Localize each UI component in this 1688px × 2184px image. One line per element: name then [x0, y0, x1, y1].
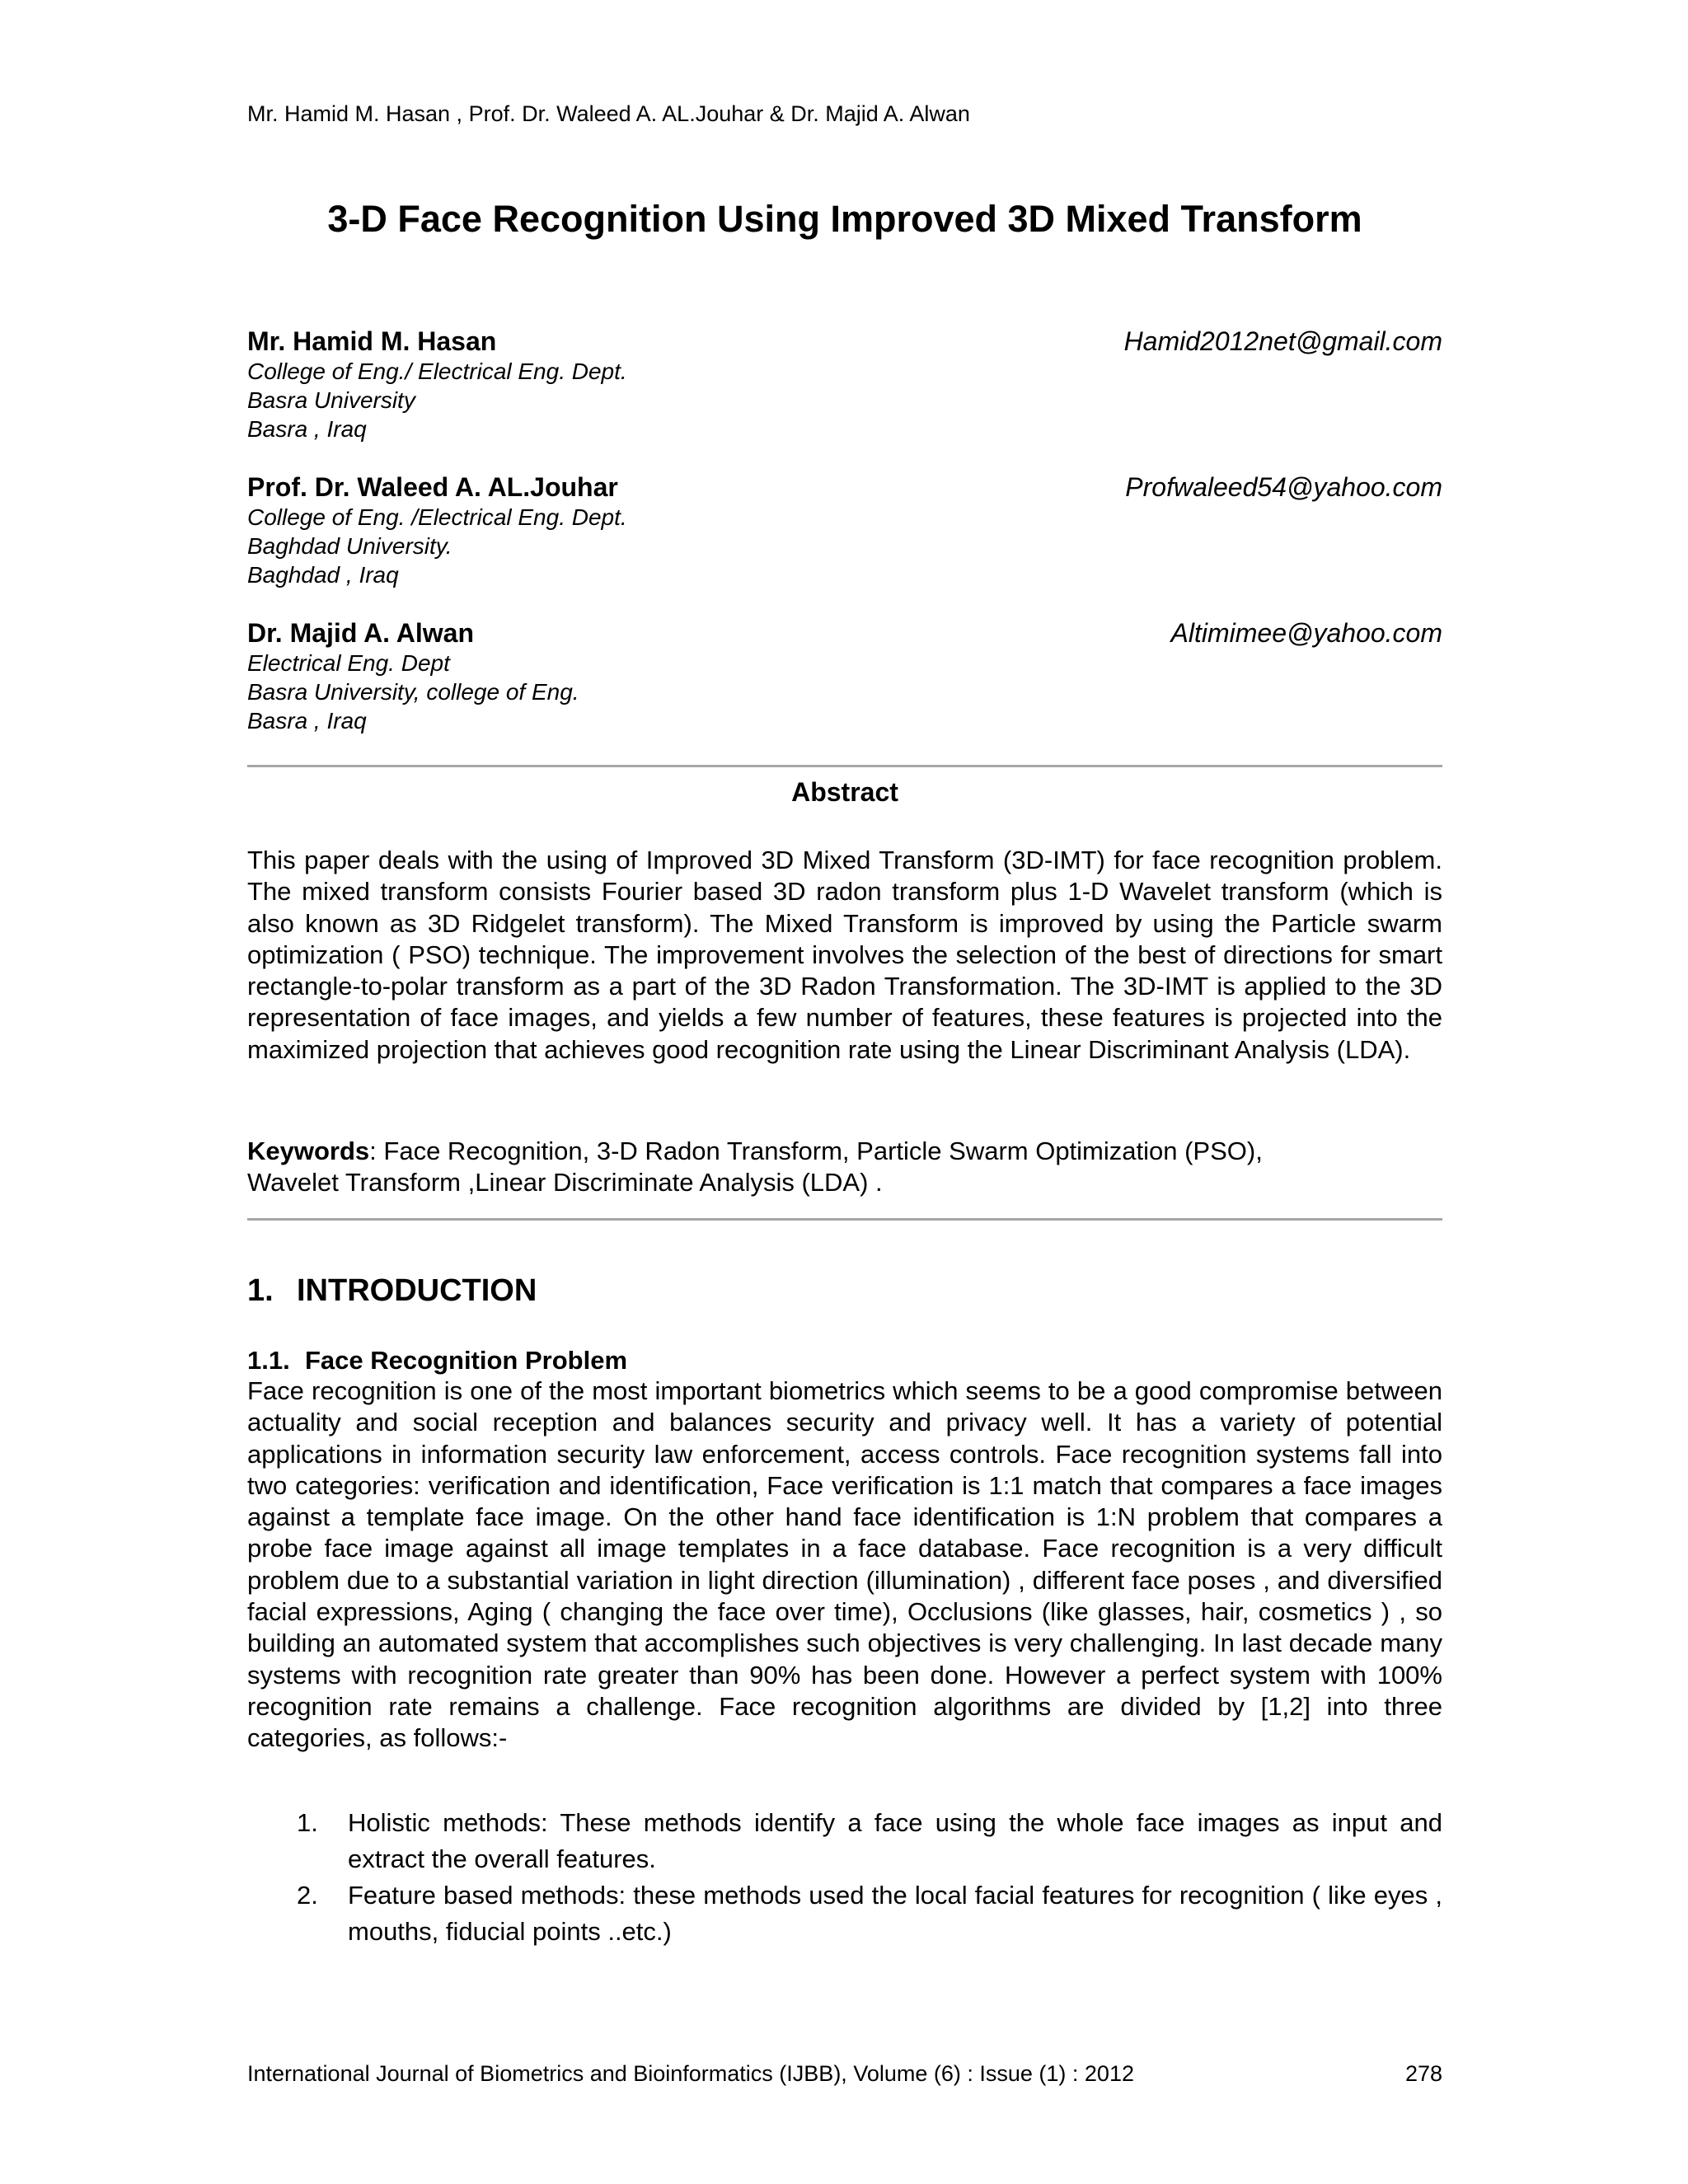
abstract-heading: Abstract: [791, 777, 898, 807]
list-item-text: Feature based methods: these methods used the local facial features for recognition ( like eyes , mouths, fiducial points ..etc.): [348, 1881, 1442, 1946]
body-paragraph: Face recognition is one of the most important biometrics which seems to be a good compromise between actuality and social reception and balances security and privacy well. It has a variety of potential applications in information security law enforcement, access controls. Face recognition systems fall into two categories: verification and identification, Face verification is 1:1 match that compares a face images against a template face image. On the other hand face identification is 1:N problem that compares a probe face image against all image templates in a face database. Face recognition is a very difficult problem due to a substantial variation in light direction (illumination) , different face poses , and diversified facial expressions, Aging ( changing the face over time), Occlusions (like glasses, hair, cosmetics ) , so building an automated system that accomplishes such objectives is very challenging. In last decade many systems with recognition rate greater than 90% has been done. However a perfect system with 100% recognition rate remains a challenge. Face recognition algorithms are divided by [1,2] into three categories, as follows:-: [247, 1376, 1442, 1753]
running-head: Mr. Hamid M. Hasan , Prof. Dr. Waleed A. AL.Jouhar & Dr. Majid A. Alwan: [247, 101, 970, 126]
author-affiliation-line: Electrical Eng. Dept: [247, 650, 450, 676]
author-email: Profwaleed54@yahoo.com: [1125, 472, 1442, 502]
paper-title: 3-D Face Recognition Using Improved 3D Mixed Transform: [327, 198, 1362, 240]
author-affiliation-line: Basra University: [247, 387, 415, 413]
author-block-3: [247, 617, 1442, 735]
subsection-heading: [247, 1345, 627, 1376]
keywords-text-line2: Wavelet Transform ,Linear Discriminate Analysis (LDA) .: [247, 1168, 883, 1197]
section-number: 1.: [247, 1273, 274, 1308]
author-affiliation-line: College of Eng. /Electrical Eng. Dept.: [247, 504, 627, 530]
list-item: [247, 1805, 1442, 1877]
list-item-text: Holistic methods: These methods identify a face using the whole face images as input and extract the overall features.: [348, 1808, 1442, 1873]
subsection-number: 1.1.: [247, 1346, 290, 1375]
keywords-label: Keywords: [247, 1137, 370, 1165]
author-name: Mr. Hamid M. Hasan: [247, 326, 497, 356]
author-affiliation-line: College of Eng./ Electrical Eng. Dept.: [247, 359, 627, 384]
author-block-1: [247, 326, 1442, 443]
list-item: [247, 1877, 1442, 1950]
keywords: [247, 1136, 1442, 1198]
abstract-text: This paper deals with the using of Improved 3D Mixed Transform (3D-IMT) for face recognition problem. The mixed transform consists Fourier based 3D radon transform plus 1-D Wavelet transform (which is also known as 3D Ridgelet transform). The Mixed Transform is improved by using the Particle swarm optimization ( PSO) technique. The improvement involves the selection of the best of directions for smart rectangle-to-polar transform as a part of the 3D Radon Transformation. The 3D-IMT is applied to the 3D representation of face images, and yields a few number of features, these features is projected into the maximized projection that achieves good recognition rate using the Linear Discriminant Analysis (LDA).: [247, 846, 1442, 1064]
method-list: [247, 1805, 1442, 1950]
author-email: Altimimee@yahoo.com: [1170, 618, 1442, 648]
divider-bottom: [247, 1218, 1442, 1221]
author-affiliation-line: Basra , Iraq: [247, 416, 367, 442]
divider-top: [247, 765, 1442, 767]
keywords-text: : Face Recognition, 3-D Radon Transform, Particle Swarm Optimization (PSO),: [369, 1137, 1263, 1165]
author-affiliation-line: Basra , Iraq: [247, 708, 367, 733]
author-block-2: [247, 471, 1442, 589]
list-marker: 1.: [297, 1808, 318, 1837]
author-name: Prof. Dr. Waleed A. AL.Jouhar: [247, 472, 618, 502]
journal-citation: International Journal of Biometrics and Bioinformatics (IJBB), Volume (6) : Issue (1) : 2012: [247, 2061, 1134, 2086]
page-number: 278: [1404, 2061, 1442, 2086]
section-title: INTRODUCTION: [297, 1273, 537, 1308]
author-affiliation-line: Baghdad University.: [247, 533, 452, 559]
list-marker: 2.: [297, 1881, 318, 1910]
page-footer: [247, 2060, 1442, 2087]
section-heading: [247, 1272, 537, 1310]
author-affiliation-line: Basra University, college of Eng.: [247, 679, 579, 705]
author-email: Hamid2012net@gmail.com: [1123, 326, 1442, 356]
subsection-title: Face Recognition Problem: [305, 1346, 628, 1375]
author-affiliation-line: Baghdad , Iraq: [247, 562, 399, 588]
author-name: Dr. Majid A. Alwan: [247, 618, 474, 648]
